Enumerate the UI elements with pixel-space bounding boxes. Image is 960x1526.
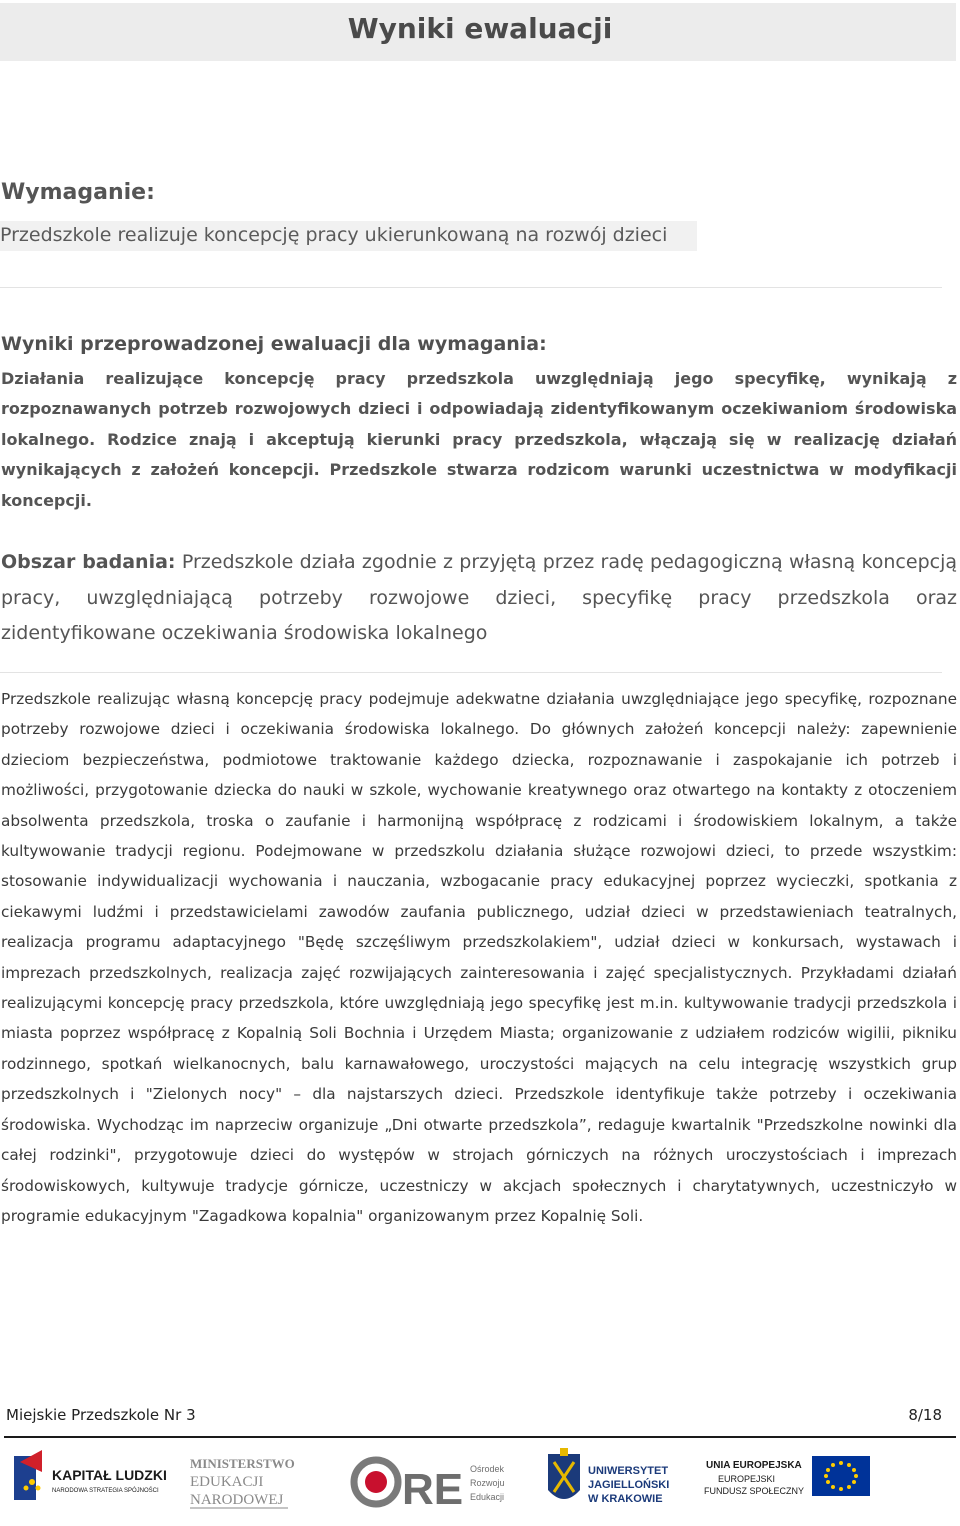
results-heading: Wyniki przeprowadzonej ewaluacji dla wymagania: [1, 333, 547, 355]
evaluation-body-text: Przedszkole realizując własną koncepcję pracy podejmuje adekwatne działania uwzględniające jego specyfikę, rozpoznane potrzeby rozwojowe dzieci i oczekiwania środowiska lokalnego. Do głównych założeń koncepcji należy: zapewnienie dzieciom bezpieczeństwa, podmiotowe traktowanie każdego dziecka, rozpoznawanie i zaspokajanie ich potrzeb i możliwości, przygotowanie dziecka do nauki w szkole, wychowanie kreatywnego oraz otwartego na kontakty z otoczeniem absolwenta przedszkola, troska o zaufanie i harmonijną współpracę z rodzicami i środowiskiem lokalnym, a także kultywowanie tradycji regionu. Podejmowane w przedszkolu działania służące rozwojowi dzieci, to przede wszystkim: stosowanie indywidualizacji wychowania i nauczania, wzbogacanie pracy edukacyjnej poprzez wycieczki, spotkania z ciekawymi ludźmi i przedstawicielami zawodów zaufania publicznego, udział dzieci w przedstawieniach teatralnych, realizacja programu adaptacyjnego "Będę szczęśliwym przedszkolakiem", udział dzieci w konkursach, wystawach i imprezach przedszkolnych, realizacja zajęć rozwijających zainteresowania i zajęć specjalistycznych. Przykładami działań realizującymi koncepcję pracy przedszkola, które uwzględniają jego specyfikę jest m.in. kultywowanie tradycji przedszkola i miasta poprzez współpracę z Kopalnią Soli Bochnia i Urzędem Miasta; organizowanie z udziałem rodziców wigilii, pikniku rodzinnego, spotkań wielkanocnych, balu karnawałowego, uroczystości mających na celu integrację wszystkich grup przedszkolnych i "Zielonych nocy" – dla najstarszych dzieci. Przedszkole identyfikuje także potrzeby i oczekiwania środowiska. Wychodząc im naprzeciw organizuje „Dni otwarte przedszkola”, redaguje kwartalnik "Przedszkolne nowinki dla całej rodzinki", przygotowuje dzieci do występów w strojach górniczych na różnych uroczystościach i imprezach środowiskowych, kultywuje tradycje górnicze, uczestniczy w akcjach społecznych i charytatywnych, uczestniczyło w programie edukacyjnym "Zagadkowa kopalnia" organizowanym przez Kopalnię Soli. [1, 690, 957, 1225]
kapital-ludzki-title: KAPITAŁ LUDZKI [52, 1467, 167, 1483]
eu-logo [700, 1442, 880, 1522]
footer-institution: Miejskie Przedszkole Nr 3 [6, 1406, 196, 1424]
eu-flag-icon [700, 1442, 880, 1522]
ore-icon [348, 1442, 523, 1522]
ore-line3: Edukacji [470, 1492, 505, 1502]
study-area [1, 545, 957, 652]
eu-line3: FUNDUSZ SPOŁECZNY [704, 1486, 805, 1496]
ore-mark: RE [402, 1465, 464, 1514]
study-area-label: Obszar badania: [1, 551, 176, 573]
footer-rule [4, 1436, 956, 1438]
men-icon [188, 1442, 313, 1522]
uj-line1: UNIWERSYTET [588, 1465, 669, 1477]
ore-line1: Ośrodek [470, 1464, 505, 1474]
requirement-text: Przedszkole realizuje koncepcję pracy ukierunkowaną na rozwój dzieci [0, 221, 697, 251]
men-logo [188, 1442, 313, 1522]
men-line2: EDUKACJI [190, 1474, 264, 1490]
kapital-ludzki-subtitle: NARODOWA STRATEGIA SPÓJNOŚCI [52, 1488, 159, 1494]
uj-line3: W KRAKOWIE [588, 1493, 663, 1505]
uj-logo [540, 1442, 690, 1522]
page-title: Wyniki ewaluacji [347, 12, 613, 45]
eu-line2: EUROPEJSKI [718, 1474, 776, 1484]
uj-line2: JAGIELLOŃSKI [588, 1479, 670, 1491]
footer-page-number: 8/18 [908, 1406, 942, 1424]
kapital-ludzki-logo [8, 1442, 173, 1522]
section-divider [0, 287, 942, 288]
eu-line1: UNIA EUROPEJSKA [706, 1460, 802, 1471]
study-area-text: Przedszkole działa zgodnie z przyjętą przez radę pedagogiczną własną koncepcją pracy, uwzględniającą potrzeby rozwojowe dzieci, specyfikę pracy przedszkola oraz zidentyfikowane oczekiwania środowiska lokalnego [1, 551, 957, 644]
kapital-ludzki-icon [8, 1442, 173, 1522]
results-summary: Działania realizujące koncepcję pracy przedszkola uwzględniają jego specyfikę, wynikają z rozpoznawanych potrzeb rozwojowych dzieci i odpowiadają zidentyfikowanym oczekiwaniom środowiska lokalnego. Rodzice znają i akceptują kierunki pracy przedszkola, włączają się w realizację działań wynikających z założeń koncepcji. Przedszkole stwarza rodzicom warunki uczestnictwa w modyfikacji koncepcji. [1, 369, 957, 510]
area-divider [0, 672, 942, 673]
men-line1: MINISTERSTWO [190, 1456, 295, 1471]
ore-line2: Rozwoju [470, 1478, 505, 1488]
uj-crest-icon [540, 1442, 690, 1522]
men-line3: NARODOWEJ [190, 1492, 284, 1508]
logo-strip [0, 1442, 960, 1526]
ore-logo [348, 1442, 523, 1522]
requirement-heading: Wymaganie: [1, 180, 155, 205]
